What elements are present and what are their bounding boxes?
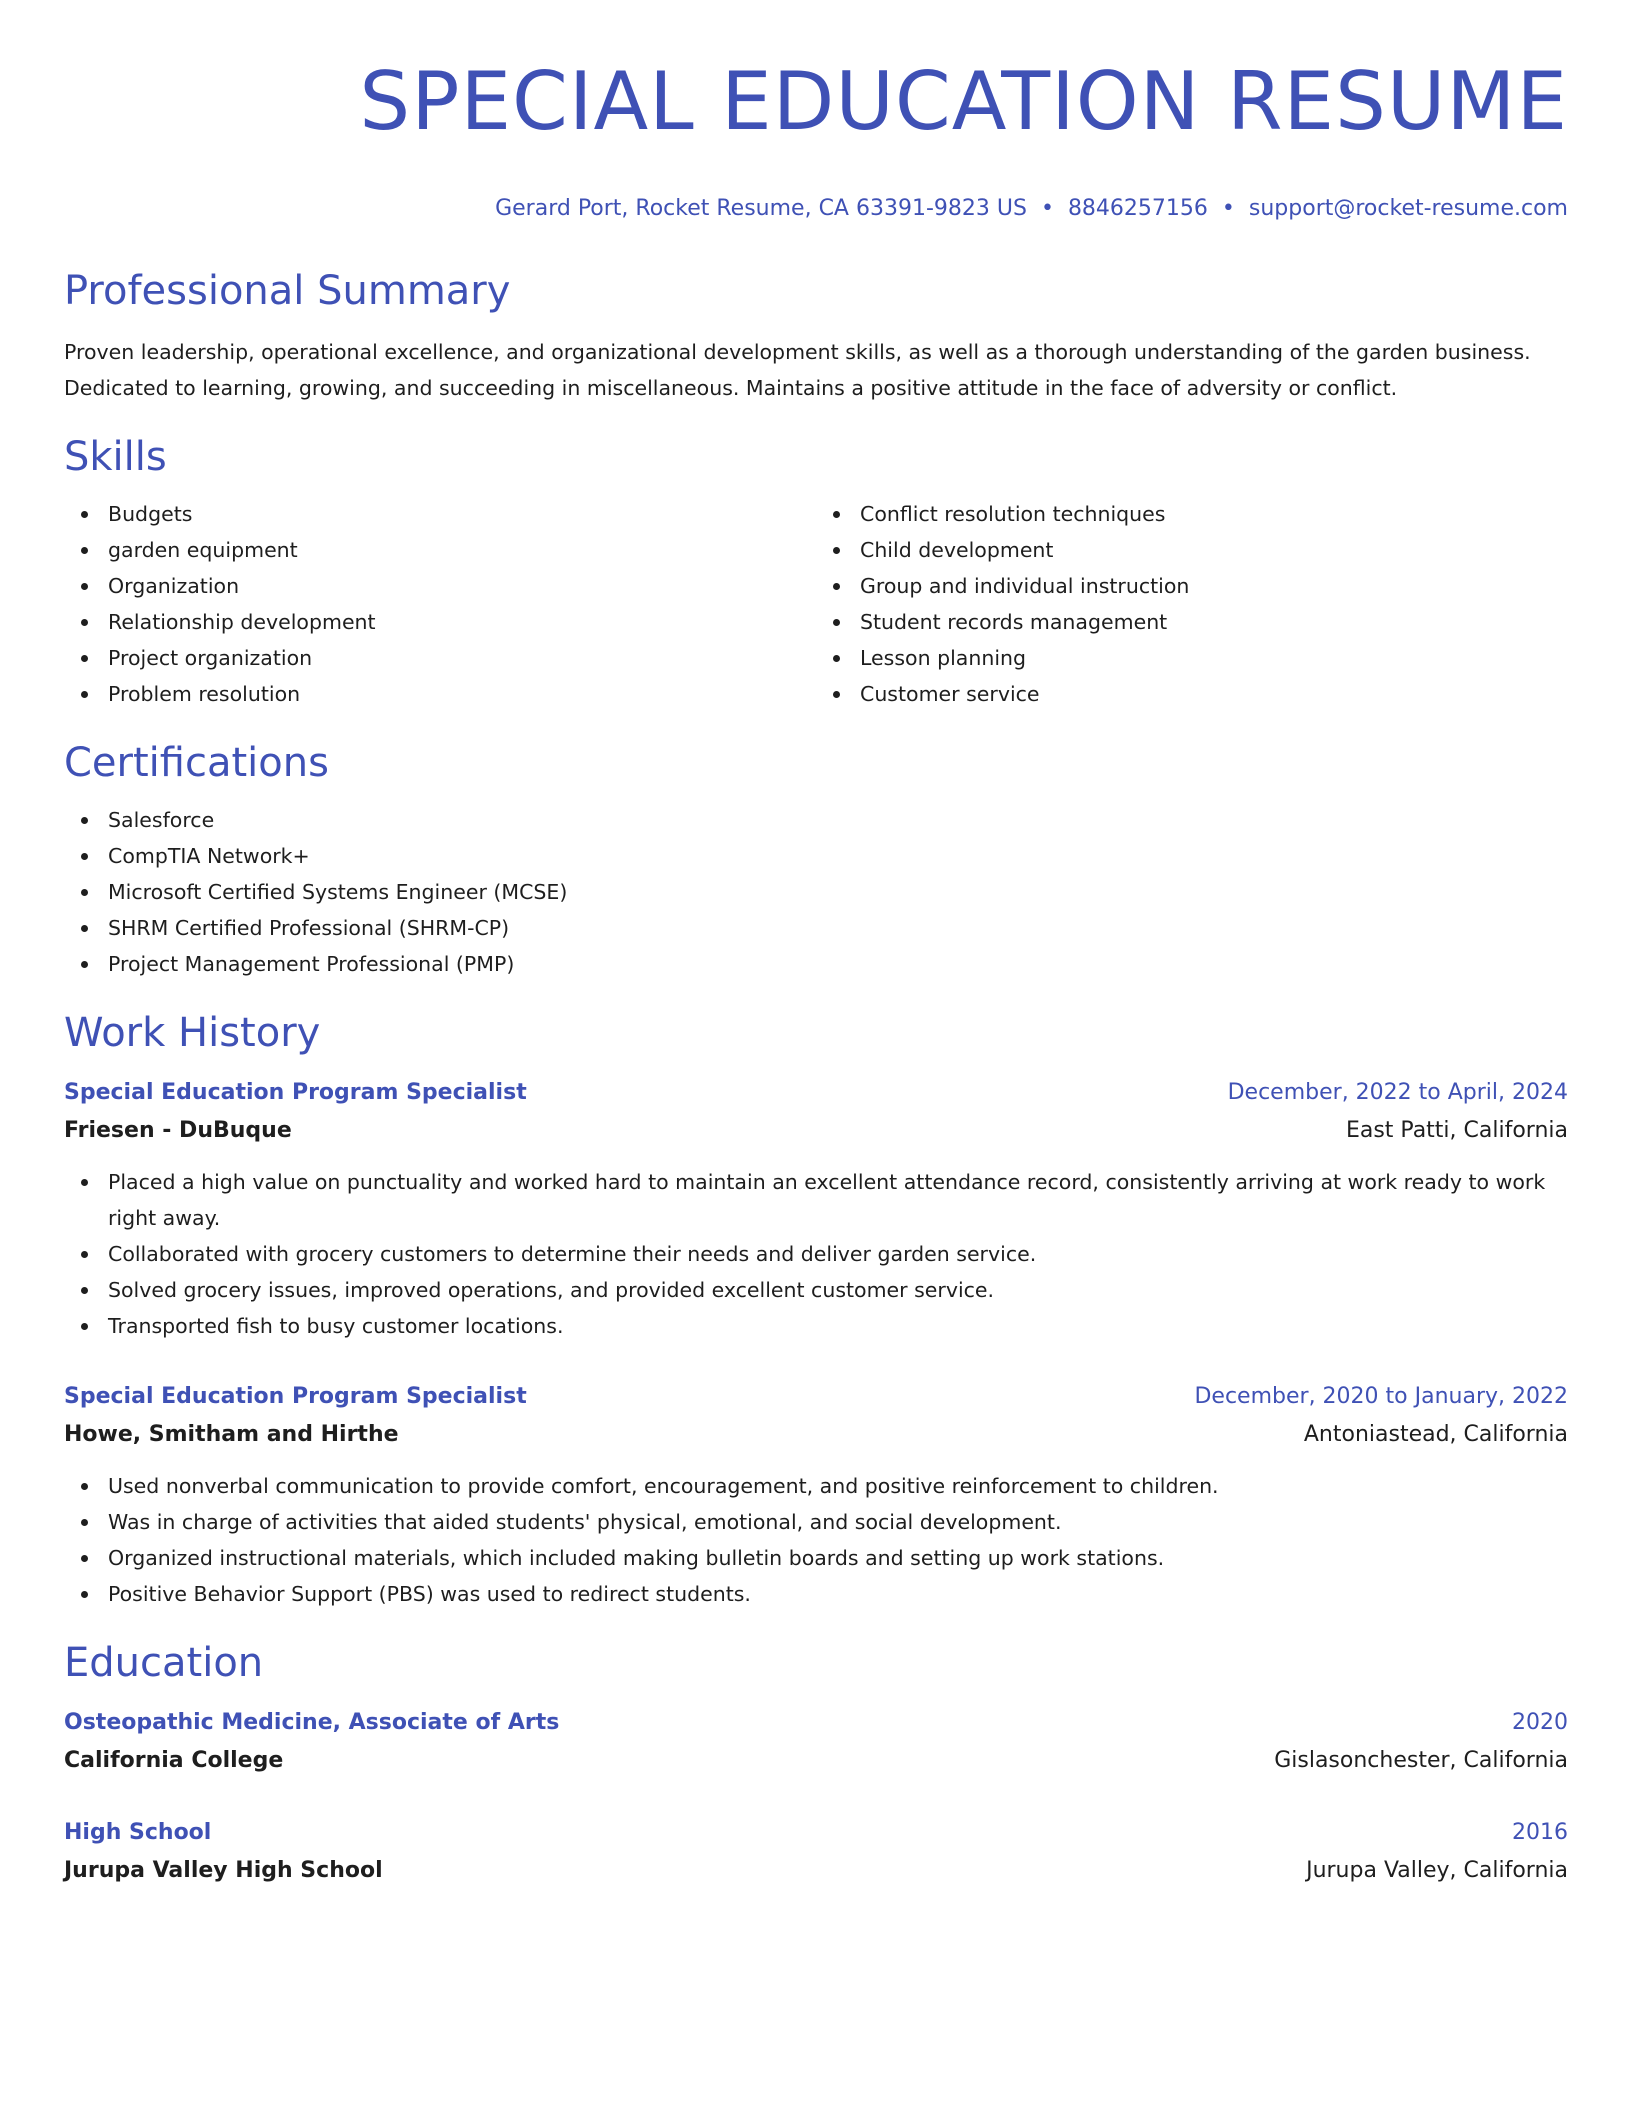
contact-line bbox=[64, 194, 1568, 224]
work-history-heading: Work History bbox=[64, 1010, 321, 1056]
job-company-row bbox=[64, 1112, 1568, 1150]
education-entry bbox=[64, 1814, 1568, 1890]
job-title-row bbox=[64, 1378, 1568, 1416]
summary-text: Proven leadership, operational excellence, and organizational development skills, as well as a thorough understanding of the garden business. Dedicated to learning, growing, and succeeding in miscellaneous. Maintains a positive attitude in the face of adversity or conflict. bbox=[64, 340, 1531, 400]
certification-item: Project Management Professional (PMP) bbox=[108, 946, 1568, 982]
job-bullet: Placed a high value on punctuality and worked hard to maintain an excellent attendance record, consistently arriving at work ready to work right away. bbox=[108, 1164, 1568, 1236]
skill-item: Organization bbox=[108, 568, 816, 604]
contact-phone: 8846257156 bbox=[1067, 196, 1208, 221]
education-year: 2020 bbox=[1512, 1710, 1568, 1735]
contact-separator: • bbox=[1221, 196, 1235, 221]
skill-item: Conflict resolution techniques bbox=[860, 496, 1568, 532]
skill-item: Customer service bbox=[860, 676, 1568, 712]
job-location: East Patti, California bbox=[1345, 1118, 1568, 1143]
job-bullet: Was in charge of activities that aided students' physical, emotional, and social development. bbox=[108, 1504, 1568, 1540]
job-title: Special Education Program Specialist bbox=[64, 1080, 527, 1105]
job-entry bbox=[64, 1074, 1568, 1344]
skills-column-left bbox=[64, 496, 816, 712]
education-degree: Osteopathic Medicine, Associate of Arts bbox=[64, 1710, 560, 1735]
resume-title: SPECIAL EDUCATION RESUME bbox=[359, 55, 1568, 148]
contact-separator: • bbox=[1040, 196, 1054, 221]
job-bullet: Used nonverbal communication to provide comfort, encouragement, and positive reinforcement to children. bbox=[108, 1468, 1568, 1504]
job-bullet: Transported fish to busy customer locations. bbox=[108, 1308, 1568, 1344]
skills-column-right bbox=[816, 496, 1568, 712]
skill-item: Relationship development bbox=[108, 604, 816, 640]
skill-item: Project organization bbox=[108, 640, 816, 676]
job-location: Antoniastead, California bbox=[1303, 1422, 1568, 1447]
education-school: California College bbox=[64, 1748, 284, 1773]
education-degree-row bbox=[64, 1704, 1568, 1742]
education-location: Jurupa Valley, California bbox=[1306, 1858, 1568, 1883]
job-bullets bbox=[64, 1164, 1568, 1344]
certification-item: CompTIA Network+ bbox=[108, 838, 1568, 874]
education-school-row bbox=[64, 1742, 1568, 1780]
certifications-list bbox=[64, 802, 1568, 982]
job-bullets bbox=[64, 1468, 1568, 1612]
certifications-heading: Certifications bbox=[64, 740, 329, 786]
education-school: Jurupa Valley High School bbox=[64, 1858, 383, 1883]
skills-heading: Skills bbox=[64, 434, 167, 480]
education-location: Gislasonchester, California bbox=[1274, 1748, 1568, 1773]
certification-item: Microsoft Certified Systems Engineer (MCSE) bbox=[108, 874, 1568, 910]
job-dates: December, 2022 to April, 2024 bbox=[1227, 1080, 1568, 1105]
skill-item: garden equipment bbox=[108, 532, 816, 568]
job-dates: December, 2020 to January, 2022 bbox=[1194, 1384, 1568, 1409]
certification-item: SHRM Certified Professional (SHRM-CP) bbox=[108, 910, 1568, 946]
education-degree: High School bbox=[64, 1820, 212, 1845]
skill-item: Budgets bbox=[108, 496, 816, 532]
skill-item: Child development bbox=[860, 532, 1568, 568]
job-title: Special Education Program Specialist bbox=[64, 1384, 527, 1409]
skill-item: Lesson planning bbox=[860, 640, 1568, 676]
certification-item: Salesforce bbox=[108, 802, 1568, 838]
job-bullet: Positive Behavior Support (PBS) was used to redirect students. bbox=[108, 1576, 1568, 1612]
skill-item: Group and individual instruction bbox=[860, 568, 1568, 604]
job-company-row bbox=[64, 1416, 1568, 1454]
education-entry bbox=[64, 1704, 1568, 1780]
education-heading: Education bbox=[64, 1640, 264, 1686]
job-company: Howe, Smitham and Hirthe bbox=[64, 1422, 399, 1447]
contact-email: support@rocket-resume.com bbox=[1248, 196, 1568, 221]
education-degree-row bbox=[64, 1814, 1568, 1852]
job-company: Friesen - DuBuque bbox=[64, 1118, 292, 1143]
contact-address: Gerard Port, Rocket Resume, CA 63391-9823 US bbox=[495, 196, 1027, 221]
skill-item: Student records management bbox=[860, 604, 1568, 640]
summary-heading: Professional Summary bbox=[64, 268, 511, 314]
skill-item: Problem resolution bbox=[108, 676, 816, 712]
skills-list bbox=[64, 496, 1568, 712]
resume-header bbox=[64, 0, 1568, 224]
job-bullet: Organized instructional materials, which included making bulletin boards and setting up work stations. bbox=[108, 1540, 1568, 1576]
education-year: 2016 bbox=[1512, 1820, 1568, 1845]
job-entry bbox=[64, 1378, 1568, 1612]
job-bullet: Collaborated with grocery customers to determine their needs and deliver garden service. bbox=[108, 1236, 1568, 1272]
job-bullet: Solved grocery issues, improved operations, and provided excellent customer service. bbox=[108, 1272, 1568, 1308]
job-title-row bbox=[64, 1074, 1568, 1112]
education-school-row bbox=[64, 1852, 1568, 1890]
